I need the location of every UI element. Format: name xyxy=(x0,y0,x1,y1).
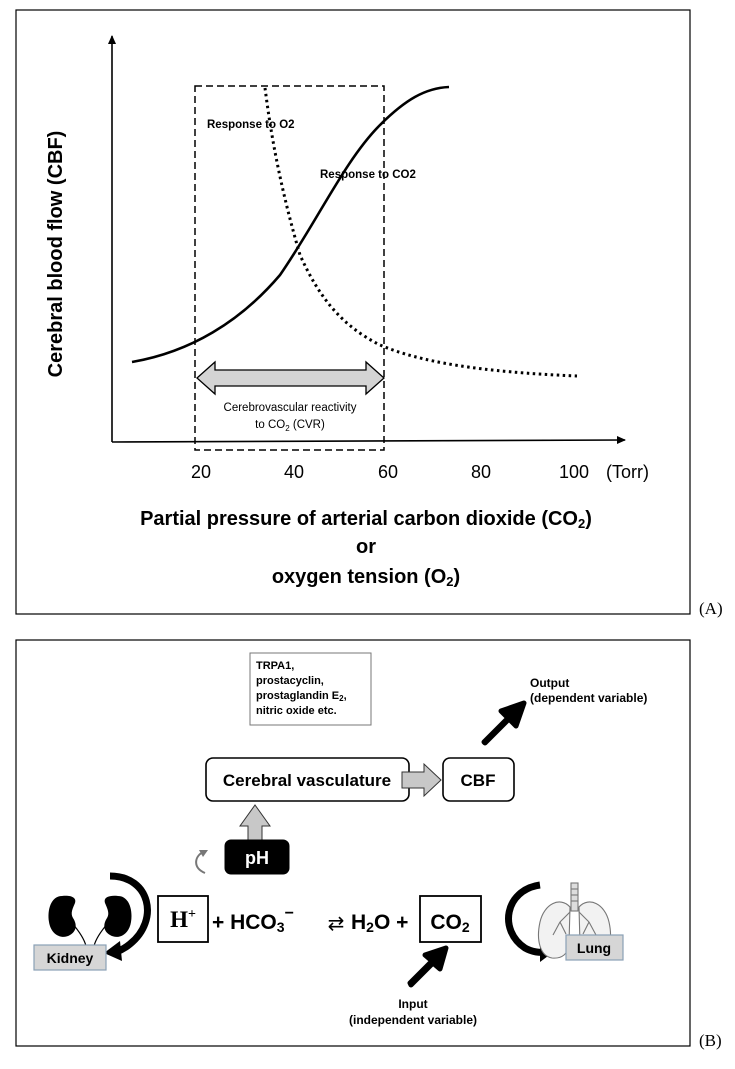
h2o-text xyxy=(351,911,408,935)
input-arrow xyxy=(410,948,446,985)
panel-a-label: (A) xyxy=(699,599,723,618)
cvr-label-2 xyxy=(255,419,325,433)
output-label-1: Output xyxy=(530,676,570,690)
cvr-range-box xyxy=(195,86,384,450)
hco3-sub: 3 xyxy=(276,919,285,935)
tick-label: 40 xyxy=(283,462,305,482)
h2o-sub: 2 xyxy=(366,919,374,935)
co2-curve-label: Response to CO2 xyxy=(320,169,416,181)
x-title-1: Partial pressure of arterial carbon dioxide (CO xyxy=(140,508,579,530)
x-axis xyxy=(112,440,625,442)
mediator-item: nitric oxide etc. xyxy=(256,705,337,717)
ph-to-vasculature-arrow xyxy=(240,805,270,840)
plus-hco3: + HCO xyxy=(212,911,277,934)
ph-label: pH xyxy=(245,848,269,868)
tick-label: 20 xyxy=(190,462,212,482)
input-label-1: Input xyxy=(398,997,428,1011)
kidney-curved-arrow-head xyxy=(104,941,122,961)
x-title-1-end: ) xyxy=(585,508,592,530)
equilibrium-symbol: ⇄ xyxy=(327,913,345,935)
x-title-3-end: ) xyxy=(453,566,461,588)
h2o-h: H xyxy=(351,911,367,934)
mediator-pge: prostaglandin E xyxy=(256,690,340,702)
x-title-1-sub: 2 xyxy=(578,516,586,531)
h-letter: H xyxy=(170,907,188,932)
tick-label: 60 xyxy=(377,462,399,482)
tick-label: 80 xyxy=(470,462,492,482)
output-label-2: (dependent variable) xyxy=(530,691,648,705)
mediator-item xyxy=(256,690,347,703)
h-sup: + xyxy=(187,907,196,922)
kidney-label: Kidney xyxy=(46,950,94,966)
mediator-item: TRPA1, xyxy=(256,660,295,672)
mediator-item: prostacyclin, xyxy=(256,675,324,687)
lung-label: Lung xyxy=(576,940,612,956)
x-axis-title-line3 xyxy=(272,566,460,589)
panel-b xyxy=(16,640,690,1046)
cvr-label-line2: to CO xyxy=(255,419,286,431)
cvr-double-arrow xyxy=(197,362,384,394)
panel-b-label: (B) xyxy=(699,1031,722,1050)
x-title-3-sub: 2 xyxy=(446,574,454,589)
co2-sub: 2 xyxy=(461,919,470,935)
cerebral-vasculature-label: Cerebral vasculature xyxy=(222,771,392,790)
hco3-sup: − xyxy=(284,905,294,922)
cvr-label xyxy=(224,402,357,414)
x-title-3: oxygen tension (O xyxy=(271,566,447,588)
input-label-2: (independent variable) xyxy=(348,1013,478,1027)
co2-c: CO xyxy=(430,911,462,934)
unit-label: (Torr) xyxy=(606,462,649,482)
equation-text xyxy=(212,905,294,935)
mediator-pge-end: , xyxy=(343,690,347,702)
cvr-label-line2-end: (CVR) xyxy=(289,419,325,431)
o2-response-curve xyxy=(265,88,577,376)
tick-label: 100 xyxy=(558,462,590,482)
x-axis-title-line1 xyxy=(140,508,592,531)
x-axis-title-line2: or xyxy=(356,536,376,558)
kidney-icon xyxy=(49,896,132,946)
y-axis-title: Cerebral blood flow (CBF) xyxy=(45,130,67,378)
cbf-label: CBF xyxy=(460,771,496,790)
mediator-pge-sub: 2 xyxy=(339,694,344,703)
cvr-sub: 2 xyxy=(285,424,290,433)
output-arrow xyxy=(484,703,524,743)
o2-curve-label: Response to O2 xyxy=(207,119,295,131)
panel-a xyxy=(16,10,690,614)
h2o-end: O + xyxy=(373,911,409,934)
cvr-label-line1: Cerebrovascular reactivity xyxy=(223,402,357,414)
